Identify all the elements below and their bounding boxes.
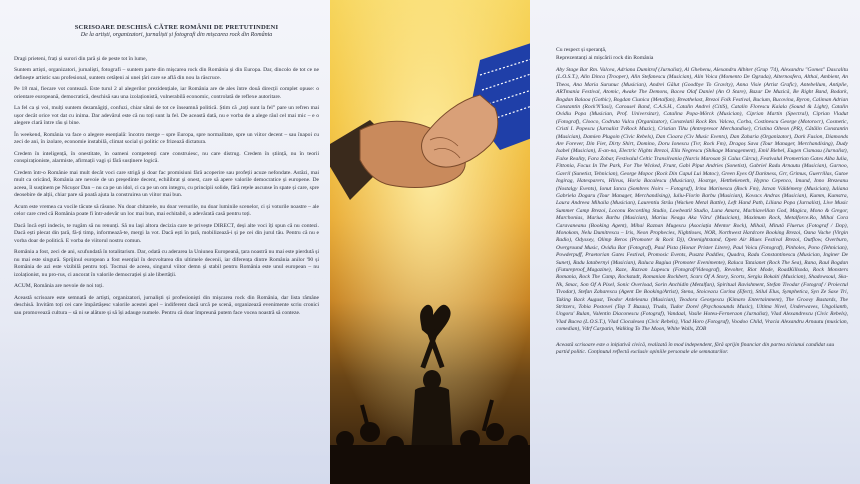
letter-paragraph: Credem într-o Românie mai mult decât voci care strigă și doar fac promisiuni fără acoperire sau profeții acuze nefondate. Astăzi, mai mult ca oricând, România are nevoie de un președinte decent, echilibrat și onest, care să apere valorile democratice și europene. De aceea, îl susținem pe Nicușor Dan – nu ca pe un idol, ci ca pe un om integru, cu principii solide, fără rețele ascunse în spate și care, spre deosebire de alții, chiar pare să poată ajuta la construirea un viitor mai bun. [14, 169, 319, 198]
handshake-and-crowd-illustration [330, 0, 530, 484]
letter-paragraph: Această scrisoare este semnată de artiști, organizatori, jurnaliști și profesioniști din mișcarea rock din România, dar lista rămâne deschisă. Invităm toți cei care împărtășesc valorile acestei apel – indiferent dacă urcă pe scenă, organizează evenimente scriu cronici sau promovează cultura – să ni se alăture și să își adauge numele. Pentru că doar împreună putem face vocea noastră să conteze. [14, 294, 319, 316]
center-image-panel [330, 0, 530, 484]
letter-paragraph: La fel ca și voi, mulți suntem dezamăgiți, confuzi, chiar sătui de tot ce înseamnă politică. Știm că „toți sunt la fel” pare un refren mai ușor decât orice vot dat cu inima. Dar adevărul este că nu toți sunt la fel. De această dată, nu e vorba de a alege răul cel mai mic – e o alegere clară între rău și bine. [14, 105, 319, 126]
letter-paragraph: ACUM, România are nevoie de noi toți. [14, 283, 104, 289]
letter-paragraph: Suntem artiști, organizatori, jurnaliști, fotografi – suntem parte din mișcarea rock din România și din Europa. Dar, dincolo de tot ce ne definește artistic sau profesional, suntem cetățeni ai unei țări care se află din nou la răscruce. [14, 67, 319, 81]
letter-paragraph: Acum este vremea ca vocile tăcute să răsune. Nu doar chitarele, nu doar versurile, nu doar luminile scenelor, ci și voturile noastre – ale celor care cred că România poate fi într-adevăr un loc mai bun, mai echitabil, o adevărată casă pentru toți. [14, 203, 319, 217]
independence-note: Această scrisoare este o inițiativă civică, realizată în mod independent, fără sprijin financiar din partea niciunui candidat sau partid politic. Conținutul reflectă exclusiv opiniile personale ale semnatarilor. [556, 341, 835, 355]
letter-paragraph: Dragi prieteni, frați și surori din țară și de peste tot în lume, [14, 55, 147, 62]
signatures-column [556, 47, 848, 356]
closing-line: Cu respect și speranță, [556, 47, 607, 53]
letter-paragraph: Pe 18 mai, fiecare vot contează. Este turul 2 al alegerilor prezidențiale, iar România are de ales între două direcții complet opuse: o orientare europeană, democratică, deschisă sau una izolaționistă, vulnerabilă economic, controlată de reflexe autoritare. [14, 86, 319, 100]
letter-subtitle: De la artiști, organizatori, jurnaliști și fotografi din mișcarea rock din România [80, 32, 273, 38]
signed-by-line: Reprezentanți ai mișcării rock din România [556, 54, 654, 61]
letter-title: SCRISOARE DESCHISĂ CĂTRE ROMÂNII DE PRETUTINDENI [74, 24, 279, 31]
letter-paragraph: În weekend, România va face o alegere esențială: încotro merge – spre Europa, spre normalitate, spre un viitor decent – sau înapoi cu zeci de ani, în izolare, economie instabilă, climat social și politic ce frizează dictatura. [14, 131, 319, 145]
signatory-names: Aby Stage Bar Rm. Valcea, Adriana Dumitrof (Jurnalist), Al Ghehenu, Alexandru Albiter (Grup '74), Alexandru "Gomez" Dascalitu (L.O.S.T.), Alin Dinca (Trooper), Alin Stefanescu (Musician), Alin Voica (Momento De Ograda), Alternosfera, Althai, Ambient, An Theos, Ana Maria Surunuc (Musician), Andrei Gălut (Goodbye To Gravity), Anna Visie (Artist Grafic), Antebellum, Antiplie, ARTmania Festival, Atomic, Awake The Demons, Bacea Olaf Daniel (An O Stare), Bazar De Muzică, Be Right Band, Bodark, Bogdan Balaoa (Gothic), Bogdan Ciunica (Metalfan), Breathelast, Brezoi Folk Festival, Bucium, Bucovina, Byron, Caliman Adrian Constantin (Rock'N'Iasi), Carousel Band, C.A.S.H., Catalin Andrei (CitiS), Catalin Florescu Kaiala (Sound & Light), Catalin Ovidiu Popa (Musician, Prof. Universitar), Catalina Popa-Mörck (Musician), Ciprian Martin (Spectral), Ciprian Vladut (Fotograf), Clooco, Codruta Vulcu (Organizator), Constelatii Rock Rm. Valcea, Corba, Costinescu George (Motorocr), Cosmetic, Cristi I. Popescu (Jurnalist TvRock Muzic), Cristian Tihu (Antrepresor Merchandise), Cristina Olteon (PR), Cătălin Constantin (Musician), Damien Plugoin (Civic Rebels), Dan Cioara (Civ Music Events), Dan Zaharia (Organizator), Dark Fusion, Diamonds Are Forever, Din Fier, Dirty Shirt, Domino, Doru Ionescu (Tvr, Rock Fm), Dragoș Sava (Tour Manager, Merchandising), Dudy Isabel (Musician), E-an-na, Electric Nights Brezoi, Ella Negrescu (Shikage Management), Emil Biebel, Eugen Cismasu (Jurnalist), False Reality, Fara Zobar, Festivalul Celtic Transilvania (Narcis Marosan Și Calus Cârcu), Festivalul Prometrian Gates Alba Iulia, Fittonia, Focus In The Park, For The Wicked, Frunt, Gabi Piput Andries (Sonetist), Gabriel Radu Arnautu (Musician), Garnoo, Gavril (Sunetist, Tehnician), George Mopoc (Rock Din Capul Lui Matoc), Green Eyes Of Darkness, Grr, Grimus, Guerrillas, Gutoe Ingirag, Hatesparers, Hlivus, Horia Bacalescu (Musician), Hostrge, Hetthekeneth, Hypno Cepenco, Imund, Inno Brezeanu (Nostalgy Events), Ionut Iancu (Sombres Noirs – Fotograf), Irina Marinescu (Rock Fm), Istvan Váldémeny (Musician), Iuliana Gabriela Dogaru (Tour Manager, Merchandising), Iuliu-Florin Barbu (Musician), Kovacs Andras (Musician), Kumm, Kumstra, Laura Andreea Mihaila (Musician), Laurentiu Strâu (Wacken Metal Battle), Left Hand Path, Liliana Popa (Jurnalist), Live Music Summer Camp Brezoi, Loconu Recording Studio, Lowbeatil Studio, Luna Amara, Machiavellian God, Magica, Mono & Gregor, Marchonias, Marius Barbu (Musician), Marius Neagu Aka Vâru' (Musician), Maximum Rock, Metalforce.Ro, Mihai Cora Caravaneanu (Booking Agent), Mihai Raznan Mugescu (Asociația Mentor Rock), Mihail, Mitută Fluerus (Fotograf / Dop), Monokom, Nelu Dumitrescu – Iris, Neon Prophecies, Nightloses, NOR, Northwest Hardcore Booking Brezoi, Oana Vache (Virgin Radio), Odyssey, Olimp Beros (Promoter & Rock Dj), Onenightstand, Open Air Blues Festival Brezoi, Outflow, Overburn, Overground Music, Ovidiu Bar (Fotograf), Paul Pista (Honar Prister Litere), Paul Voicu (Fotograf), Pinholes, Pono (Tehnician), Powderpuff, Praetorian Gates Festival, Promosic Events, Puszta Paddies, Quadra, Radu Constantinescu (Musician, Inginer De Sunet), Radu Iatabernyi (Musician), Raluca Bagiua (Promoter Evenimente), Raluca Tataianet (Rock The Sea), Rana, Raul Bogdan (Futureproof_Magazine), Raze, Razvan Lupescu (Fotograf/Videograf), Revolter, Riot Mode, RoadKillsoda, Rock Monsters Romania, Rock The Camp, Rockstadt, Romanian Rockbert, Scars Of A Story, Scorts, Sergiu Bokaiti (Musician), Shadowsoul, Ska-Nk, Smac, Son Of A Pixel, Sonic Overload, Sorin Anchidin (Metalfan), Spiritual Ravishment, Stefan Tivodar (Fotograf / Proiectul Tivodar), Stefan Zaharescu (Agent De Booking/Artist), Stena, Stoiceacu Corina (Efect), Stilul Elus, Symphetica, Syn Ze Sase Tri, Taking Back August, Teodor Ardeleanu (Musician), Teodora Georgescu (Kimaro Entertainment), The Groovy Bastards, The Stritzers, Tobia Postovei (Top T Buzau), Truda, Tudor Dorel (Psychosounds Music), Ultima Nivel, Underwaves, Ungolianth, Ungoru' Bulan, Valentin Diaconescu (Fotograf), Vandaal, Vasile Hoteu-Ferneraon (Jurnalist), Vlad Alexandrescu (Civic Rebels), Vlad Bucea (L.O.S.T.), Vlad Cioculesea (Civic Rebels), Vlad Horo (Fotograf), Voodoo Child, Vracia Alexandru Arnautu (musician, comedian), Vdrf Carpatin, Walking To The Moon, White Walls, ZOB [556, 67, 848, 333]
letter-paragraph: Credem în inteligență, în onestitate, în oameni competenți care construiesc, nu care distrug. Credem în știință, nu în teorii conspiraționiste, alarmiste, afirmații vagi și fără susținere logică. [14, 150, 319, 164]
letter-column [14, 24, 319, 317]
letter-paragraph: România a fost, zeci de ani, scufundată în totalitarism. Dar, odată cu aderarea la Uniunea Europeană, țara noastră nu mai este pierdută și nu mai este singură. Sprijinul european a fost esențial în dezvoltarea din ultimele decenii, iar diferența dintre România anilor '90 și România de azi este vizibilă pentru toți. Tocmai de aceea, singurul viitor demn și stabil pentru România este unul european – nu izolaționist, nu pro-rus, ci ancorat în valorile democrației și ale libertății. [14, 249, 319, 278]
letter-paragraph: Dacă încă ești indecis, te rugăm să nu renunți. Să nu lași altora decizia care te privește DIRECT, deși alte voci îți spun că nu contezi. Dacă ești plecat din țară, fă-ți timp, informează-te, mergi la vot. Dacă ești în țară, mobilizează-i și pe cei din jurul tău. Pentru că nu e vorba doar de politică. E vorba de viitorul nostru comun. [14, 222, 319, 244]
